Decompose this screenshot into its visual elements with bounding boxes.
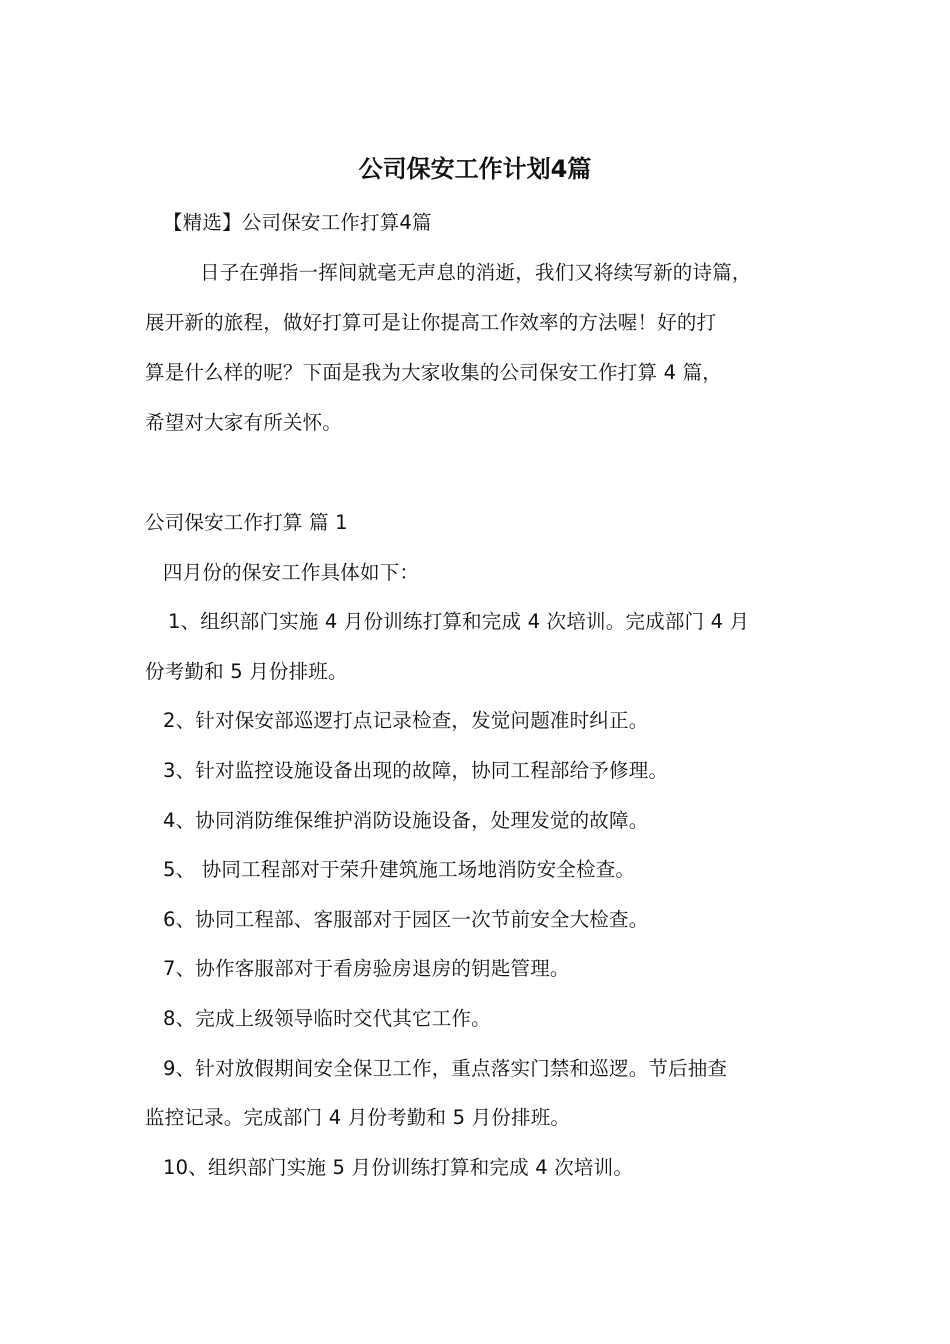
list-item: 2、针对保安部巡逻打点记录检查，发觉问题准时纠正。 [163, 709, 649, 732]
list-item: 10、组织部门实施 5 月份训练打算和完成 4 次培训。 [163, 1156, 634, 1179]
list-item: 份考勤和 5 月份排班。 [145, 660, 348, 683]
list-item: 1、组织部门实施 4 月份训练打算和完成 4 次培训。完成部门 4 月 [168, 610, 750, 633]
list-item: 9、针对放假期间安全保卫工作，重点落实门禁和巡逻。节后抽查 [163, 1057, 728, 1080]
list-item: 7、协作客服部对于看房验房退房的钥匙管理。 [163, 957, 570, 980]
list-item: 4、协同消防维保维护消防设施设备，处理发觉的故障。 [163, 809, 649, 832]
intro-line: 希望对大家有所关怀。 [145, 411, 343, 434]
section-intro: 四月份的保安工作具体如下： [163, 561, 420, 584]
list-item: 3、针对监控设施设备出现的故障，协同工程部给予修理。 [163, 759, 669, 782]
list-item: 监控记录。完成部门 4 月份考勤和 5 月份排班。 [145, 1106, 571, 1129]
document-title: 公司保安工作计划4篇 [358, 155, 592, 183]
section-heading: 公司保安工作打算 篇 1 [145, 511, 348, 534]
intro-line: 日子在弹指一挥间就毫无声息的消逝，我们又将续写新的诗篇， [200, 261, 752, 284]
list-item: 5、 协同工程部对于荣升建筑施工场地消防安全检查。 [163, 858, 636, 881]
document-subtitle: 【精选】公司保安工作打算4篇 [163, 211, 432, 234]
intro-line: 展开新的旅程，做好打算可是让你提高工作效率的方法喔！好的打 [145, 311, 717, 334]
intro-line: 算是什么样的呢？下面是我为大家收集的公司保安工作打算 4 篇， [145, 361, 723, 384]
list-item: 8、完成上级领导临时交代其它工作。 [163, 1007, 491, 1030]
list-item: 6、协同工程部、客服部对于园区一次节前安全大检查。 [163, 908, 649, 931]
